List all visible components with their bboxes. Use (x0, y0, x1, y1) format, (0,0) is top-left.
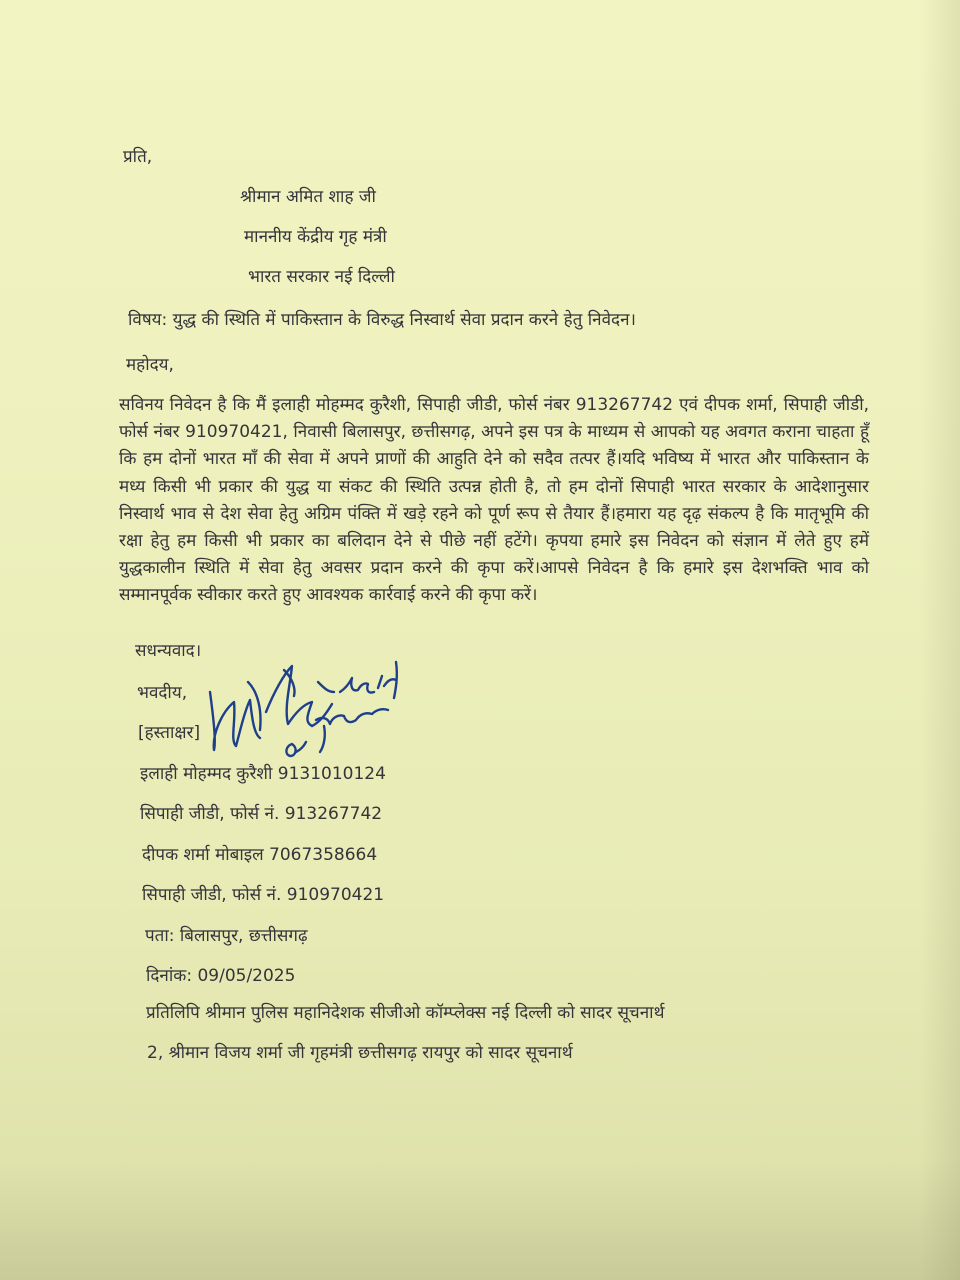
sender-line-2: सिपाही जीडी, फोर्स नं. 913267742 (140, 804, 383, 824)
letter-body: सविनय निवेदन है कि मैं इलाही मोहम्मद कुरैशी, सिपाही जीडी, फोर्स नंबर 913267742 एवं दीपक शर्मा, सिपाही जीडी, फोर्स नंबर 910970421, निवासी बिलासपुर, छत्तीसगढ़, अपने इस पत्र के माध्यम से आपको यह अवगत कराना चाहता हूँ कि हम दोनों भारत माँ की सेवा में अपने प्राणों की आहुति देने को सदैव तत्पर हैं।यदि भविष्य में भारत और पाकिस्तान के मध्य किसी भी प्रकार की युद्ध या संकट की स्थिति उत्पन्न होती है, तो हम दोनों सिपाही भारत सरकार के आदेशानुसार निस्वार्थ भाव से देश सेवा हेतु अग्रिम पंक्ति में खड़े रहने को पूर्ण रूप से तैयार हैं।हमारा यह दृढ़ संकल्प है कि मातृभूमि की रक्षा हेतु हम किसी भी प्रकार का बलिदान देने से पीछे नहीं हटेंगे। कृपया हमारे इस निवेदन को संज्ञान में लेते हुए हमें युद्धकालीन स्थिति में सेवा हेतु अवसर प्रदान करने की कृपा करें।आपसे निवेदन है कि हमारे इस देशभक्ति भाव को सम्मानपूर्वक स्वीकार करते हुए आवश्यक कार्रवाई करने की कृपा करें। (119, 395, 869, 606)
sender-line-4: सिपाही जीडी, फोर्स नं. 910970421 (142, 885, 385, 905)
signature-label: [हस्ताक्षर] (138, 723, 201, 743)
copy-line-1: प्रतिलिपि श्रीमान पुलिस महानिदेशक सीजीओ कॉम्प्लेक्स नई दिल्ली को सादर सूचनार्थ (146, 1003, 665, 1023)
salutation-to: प्रति, (123, 147, 153, 167)
recipient-designation: माननीय केंद्रीय गृह मंत्री (244, 227, 387, 247)
recipient-office: भारत सरकार नई दिल्ली (248, 267, 395, 287)
address-line: पता: बिलासपुर, छत्तीसगढ़ (145, 926, 308, 946)
closing-line: भवदीय, (137, 683, 188, 703)
sender-line-1: इलाही मोहम्मद कुरैशी 9131010124 (140, 764, 386, 784)
date-line: दिनांक: 09/05/2025 (146, 966, 296, 986)
recipient-name: श्रीमान अमित शाह जी (240, 187, 376, 207)
sender-line-3: दीपक शर्मा मोबाइल 7067358664 (142, 845, 378, 865)
handwritten-signature (200, 652, 410, 764)
paper-shadow-right (920, 0, 960, 1280)
copy-line-2: 2, श्रीमान विजय शर्मा जी गृहमंत्री छत्तीसगढ़ रायपुर को सादर सूचनार्थ (147, 1043, 573, 1063)
thanks-line: सधन्यवाद। (135, 641, 202, 661)
greeting: महोदय, (126, 355, 174, 375)
paper-shadow-bottom (0, 1160, 960, 1280)
subject-line: विषय: युद्ध की स्थिति में पाकिस्तान के विरुद्ध निस्वार्थ सेवा प्रदान करने हेतु निवेदन। (128, 310, 636, 330)
